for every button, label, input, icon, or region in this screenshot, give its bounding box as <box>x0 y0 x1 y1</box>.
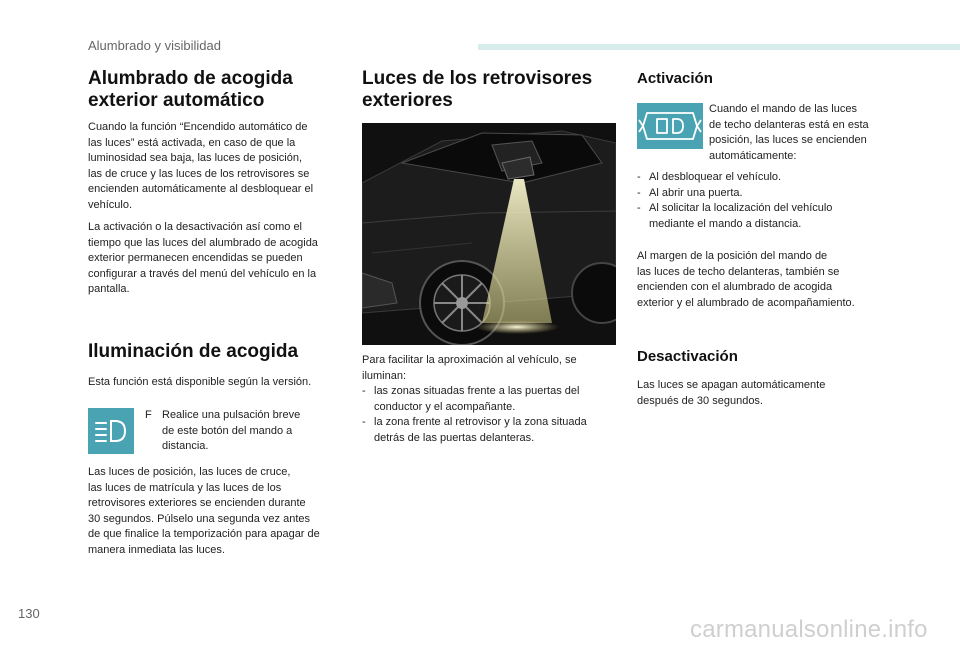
paragraph-text: Las luces se apagan automáticamente después de 30 segundos. <box>637 379 826 407</box>
section-activacion <box>637 68 897 90</box>
paragraph <box>637 249 899 311</box>
section-title: Iluminación de acogida <box>88 341 299 362</box>
paragraph <box>362 353 624 384</box>
activation-icon-text: Cuando el mando de las luces de techo delanteras está en esta posición, las luces se encienden automáticamente: <box>709 103 869 162</box>
section-desactivacion <box>637 346 897 368</box>
paragraph <box>88 375 350 391</box>
list-item: - Al abrir una puerta. <box>637 186 899 202</box>
section-title: Luces de los retrovisores exteriores <box>362 68 593 111</box>
section-alumbrado-acogida-exterior <box>88 68 348 112</box>
section-header: Alumbrado y visibilidad <box>88 38 221 53</box>
bullet-list <box>362 384 624 446</box>
list-item: - las zonas situadas frente a las puertas del conductor y el acompañante. <box>362 384 624 415</box>
paragraph-text: Para facilitar la aproximación al vehículo, se iluminan: <box>362 354 577 382</box>
paragraph <box>637 378 899 409</box>
instruction-text: Realice una pulsación breve de este botón del mando a distancia. <box>162 409 301 452</box>
paragraph-text: Cuando la función “Encendido automático de las luces” está activada, en caso de que la luminosidad sea baja, las luces de posición, las de cruce y las luces de los retrovisores se encienden automáticamente al desbloquear el vehículo. <box>88 121 314 211</box>
section-title: Alumbrado de acogida exterior automático <box>88 68 293 111</box>
car-mirror-light-illustration <box>362 123 616 345</box>
list-item: - la zona frente al retrovisor y la zona situada detrás de las puertas delanteras. <box>362 415 624 446</box>
paragraph-text: La activación o la desactivación así como el tiempo que las luces del alumbrado de acogida exterior permanecen encendidas se pueden configurar a través del menú del vehículo en la pantalla. <box>88 221 318 295</box>
paragraph-text: Al margen de la posición del mando de las luces de techo delanteras, también se encienden con el alumbrado de acogida exterior y el alumbrado de acompañamiento. <box>637 250 855 309</box>
paragraph <box>88 220 350 298</box>
bullet-list <box>637 170 899 232</box>
welcome-lighting-button-icon <box>88 408 134 454</box>
page-number: 130 <box>18 606 40 621</box>
list-item: - Al desbloquear el vehículo. <box>637 170 899 186</box>
watermark: carmanualsonline.info <box>690 616 928 643</box>
section-title: Desactivación <box>637 348 738 365</box>
section-iluminacion-acogida <box>88 341 350 363</box>
ceiling-light-switch-icon <box>637 103 703 149</box>
paragraph <box>88 465 350 558</box>
instruction-marker: F <box>145 409 152 421</box>
paragraph-text: Esta función está disponible según la versión. <box>88 376 312 388</box>
section-luces-retrovisores <box>362 68 624 112</box>
section-title: Activación <box>637 70 713 87</box>
paragraph <box>88 120 350 213</box>
header-bar <box>478 44 960 50</box>
paragraph-text: Las luces de posición, las luces de cruce, las luces de matrícula y las luces de los retrovisores exteriores se encienden durante 30 segundos. Púlselo una segunda vez antes de que finalice la temporización para apagar de manera inmediata las luces. <box>88 466 320 556</box>
list-item: - Al solicitar la localización del vehículo mediante el mando a distancia. <box>637 201 899 232</box>
